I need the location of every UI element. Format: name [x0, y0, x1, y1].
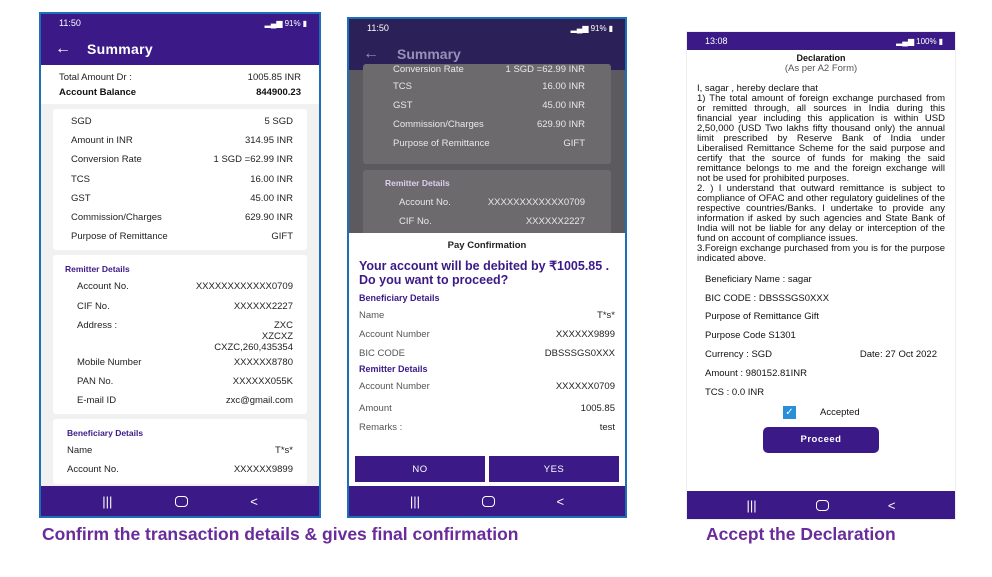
beneficiary-card — [53, 419, 307, 483]
row-label: Account Number — [359, 381, 430, 392]
status-icons — [571, 24, 613, 33]
row-label: Mobile Number — [77, 356, 142, 368]
back-arrow-icon[interactable]: ← — [55, 39, 71, 57]
declaration-subheading: (As per A2 Form) — [784, 63, 858, 74]
row-label: Purpose of Remittance — [71, 231, 168, 243]
row-value: 16.00 INR — [542, 81, 585, 92]
address-row — [73, 316, 293, 353]
row-label: Account No. — [399, 197, 451, 208]
tcs-row — [705, 383, 945, 402]
status-icons — [265, 19, 307, 28]
declaration-clause-3: 3.Foreign exchange purchased from you is for the purpose indicated above. — [697, 243, 945, 264]
list-item — [71, 150, 293, 169]
list-item — [363, 116, 611, 135]
page-title: Summary — [87, 40, 153, 57]
totals-section — [41, 65, 319, 104]
battery-icon: ▮ — [608, 23, 613, 33]
row-value: Amount : 980152.81INR — [705, 367, 807, 379]
row-label: SGD — [71, 116, 92, 127]
row-label: Amount — [359, 403, 392, 414]
list-item — [349, 344, 625, 363]
status-time: 11:50 — [367, 23, 389, 33]
declaration-screen — [686, 31, 956, 520]
list-item — [71, 112, 293, 131]
pay-confirmation-dialog — [349, 233, 625, 486]
row-value: 5 SGD — [264, 116, 293, 127]
signal-icon: ▂▄▆ — [570, 23, 589, 33]
list-item — [67, 441, 293, 460]
row-value: test — [599, 422, 615, 433]
total-amount-row — [59, 70, 301, 85]
amount-row — [705, 364, 945, 383]
summary-content[interactable] — [41, 65, 319, 486]
list-item — [73, 372, 293, 391]
row-label: Address : — [77, 319, 118, 331]
row-value: BIC CODE : DBSSSGS0XXX — [705, 292, 830, 304]
list-item — [73, 297, 293, 316]
row-label: CIF No. — [77, 300, 110, 312]
row-value: XXXXXXXXXXXX0709 — [195, 281, 293, 293]
declaration-content[interactable] — [687, 50, 955, 491]
list-item — [71, 170, 293, 189]
row-label: PAN No. — [77, 375, 114, 387]
row-value: 45.00 INR — [250, 192, 293, 204]
row-label: Commission/Charges — [393, 119, 484, 130]
summary-screen — [39, 12, 321, 518]
battery-level: 91% — [590, 23, 607, 33]
row-value: 16.00 INR — [250, 173, 293, 185]
row-label: TCS — [71, 173, 90, 185]
back-icon[interactable]: < — [887, 497, 896, 513]
dialog-buttons — [355, 456, 619, 482]
row-label: Name — [359, 310, 385, 321]
row-value: XXXXXXXXXXXX0709 — [487, 197, 585, 208]
declaration-info — [697, 270, 945, 402]
signal-icon: ▂▄▆ — [264, 18, 283, 28]
address-line: XZCXZ — [261, 330, 293, 342]
remarks-row — [349, 418, 625, 437]
row-value: 1 SGD =62.99 INR — [505, 64, 585, 75]
row-value: 629.90 INR — [536, 119, 585, 130]
row-value: T*s* — [275, 445, 293, 457]
back-arrow-icon: ← — [363, 44, 379, 62]
home-icon[interactable] — [816, 500, 829, 511]
row-label: Account No. — [77, 281, 129, 293]
list-item — [349, 325, 625, 344]
date-value: Date: 27 Oct 2022 — [859, 349, 937, 361]
signal-icon: ▂▄▆ — [896, 36, 915, 46]
recents-icon[interactable]: ||| — [409, 493, 421, 509]
row-label: Account Number — [359, 329, 430, 340]
status-bar — [687, 32, 955, 50]
row-value: TCS : 0.0 INR — [705, 386, 765, 398]
status-time: 13:08 — [705, 36, 728, 46]
row-value: XXXXXX2227 — [525, 216, 585, 227]
row-value: 1 SGD =62.99 INR — [213, 154, 293, 166]
status-bar — [349, 19, 625, 37]
total-amount-value: 1005.85 INR — [247, 72, 301, 83]
row-label: TCS — [393, 81, 412, 92]
battery-icon: ▮ — [302, 18, 307, 28]
row-value: 45.00 INR — [542, 100, 585, 111]
remitter-card — [363, 170, 611, 242]
app-bar — [41, 32, 319, 65]
list-item — [71, 189, 293, 208]
row-value: Purpose of Remittance Gift — [705, 311, 820, 323]
row-value: T*s* — [597, 310, 615, 321]
list-item — [71, 227, 293, 246]
row-value: Currency : SGD — [705, 349, 773, 361]
account-balance-row — [59, 85, 301, 100]
row-value: XXXXXX055K — [232, 375, 293, 387]
address-value — [214, 320, 293, 353]
amount-card — [53, 109, 307, 250]
home-icon[interactable] — [482, 496, 495, 507]
row-value: XXXXXX9899 — [555, 329, 615, 340]
dialog-title: Pay Confirmation — [447, 240, 527, 251]
battery-level: 100% — [916, 36, 937, 46]
beneficiary-name-row — [705, 270, 945, 289]
row-label: BIC CODE — [359, 348, 405, 359]
dimmed-background — [349, 64, 625, 233]
caption-declaration: Accept the Declaration — [706, 524, 896, 544]
currency-row — [705, 345, 945, 364]
proceed-button[interactable]: Proceed — [763, 427, 879, 453]
row-value: XXXXXX0709 — [555, 381, 615, 392]
list-item — [73, 353, 293, 372]
list-item — [363, 66, 611, 78]
recents-icon[interactable]: ||| — [102, 493, 113, 509]
battery-level: 91% — [284, 18, 301, 28]
row-label: Conversion Rate — [71, 154, 142, 166]
yes-button[interactable]: YES — [489, 456, 619, 482]
remitter-card — [53, 255, 307, 414]
total-amount-label: Total Amount Dr : — [59, 72, 132, 83]
row-label: Conversion Rate — [393, 64, 464, 75]
beneficiary-section-title: Beneficiary Details — [359, 293, 440, 303]
row-value: GIFT — [563, 138, 585, 149]
list-item — [349, 306, 625, 325]
list-item — [71, 208, 293, 227]
amount-card — [363, 64, 611, 164]
list-item — [67, 460, 293, 479]
purpose-code-row — [705, 326, 945, 345]
row-value: Beneficiary Name : sagar — [705, 273, 812, 285]
row-label: Account No. — [67, 464, 119, 476]
row-label: GST — [71, 192, 91, 204]
remitter-section-title: Remitter Details — [359, 364, 428, 374]
remitter-section-title: Remitter Details — [65, 264, 130, 275]
declaration-heading: Declaration — [796, 53, 846, 63]
purpose-row — [705, 308, 945, 327]
amount-row — [349, 399, 625, 418]
nav-bar — [687, 491, 955, 519]
back-icon[interactable]: < — [556, 493, 565, 509]
page-title: Summary — [397, 45, 461, 62]
beneficiary-section-title: Beneficiary Details — [67, 428, 144, 439]
home-icon[interactable] — [175, 496, 188, 507]
row-label: Name — [67, 445, 93, 457]
row-value: Purpose Code S1301 — [705, 330, 796, 342]
row-label: CIF No. — [399, 216, 432, 227]
declaration-clause-2: 2. ) I understand that outward remittance is subject to compliance of OFAC and other regulatory guidelines of the respective countries/Banks. I undertake to provide any information if asked by such agencies and State Bank of India will not be liable for any delay or interception of the fund on account of compliance issues. — [697, 183, 945, 244]
row-value: XXXXXX8780 — [233, 356, 293, 368]
recents-icon[interactable]: ||| — [746, 497, 757, 513]
battery-icon: ▮ — [938, 36, 943, 46]
nav-bar — [349, 486, 625, 516]
row-value: GIFT — [271, 231, 293, 243]
list-item — [349, 377, 625, 396]
row-label: E-mail ID — [77, 395, 117, 407]
address-line: CXZC,260,435354 — [214, 341, 293, 353]
list-item — [363, 78, 611, 97]
row-value: XXXXXX2227 — [233, 300, 293, 312]
address-line: ZXC — [274, 319, 293, 331]
row-label: Purpose of Remittance — [393, 138, 490, 149]
caption-confirm: Confirm the transaction details & gives final confirmation — [42, 524, 519, 544]
declaration-intro: I, sagar , hereby declare that — [697, 83, 818, 94]
row-label: Commission/Charges — [71, 211, 162, 223]
row-value: 1005.85 — [580, 403, 615, 414]
row-value: 629.90 INR — [244, 211, 293, 223]
back-icon[interactable]: < — [250, 493, 258, 509]
list-item — [363, 135, 611, 154]
account-balance-value: 844900.23 — [256, 87, 301, 98]
nav-bar — [41, 486, 319, 516]
accepted-checkbox[interactable]: ✓ — [783, 406, 796, 419]
status-time: 11:50 — [59, 18, 81, 28]
row-label: Remarks : — [359, 422, 403, 433]
list-item — [73, 391, 293, 410]
accept-row — [697, 406, 945, 419]
list-item — [363, 194, 611, 213]
list-item — [363, 97, 611, 116]
row-value: XXXXXX9899 — [233, 464, 293, 476]
list-item — [71, 131, 293, 150]
row-value: 314.95 INR — [244, 135, 293, 147]
declaration-clause-1: 1) The total amount of foreign exchange purchased from or remitted through, all sources in India during this financial year including this application is within USD 2,50,000 (USD Two lakhs fifty thousand only) the annual limit prescribed by Reserve Bank of India under Liberalised Remittance Scheme for the said purpose and certify that the source of funds for making the said remittance belongs to me and the foreign exchange will not be used for prohibited purposes. — [697, 93, 945, 184]
status-icons — [896, 37, 943, 46]
no-button[interactable]: NO — [355, 456, 485, 482]
accepted-label: Accepted — [820, 406, 860, 418]
status-bar — [41, 14, 319, 32]
bic-code-row — [705, 289, 945, 308]
row-value: zxc@gmail.com — [225, 395, 293, 407]
row-value: DBSSSGS0XXX — [544, 348, 615, 359]
list-item — [73, 277, 293, 296]
row-label: GST — [393, 100, 413, 111]
account-balance-label: Account Balance — [59, 87, 137, 98]
list-item — [363, 213, 611, 232]
remitter-section-title: Remitter Details — [385, 178, 450, 188]
debit-message: Your account will be debited by ₹1005.85 . Do you want to proceed? — [359, 259, 610, 287]
row-label: Amount in INR — [71, 135, 133, 147]
pay-confirmation-screen — [347, 17, 627, 518]
